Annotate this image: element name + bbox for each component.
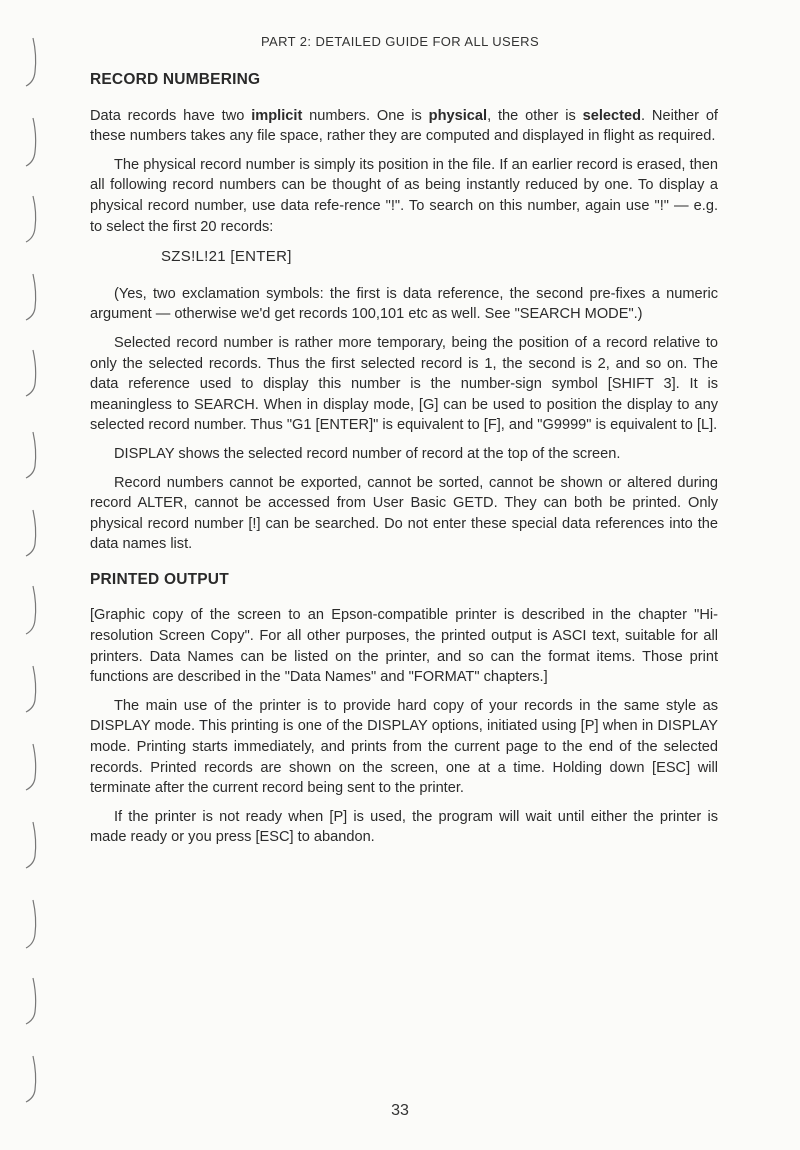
paragraph: The physical record number is simply its position in the file. If an earlier record is erased, then all following record numbers can be thought of as being instantly reduced by one. To display a physical record number, use data refe-rence "!". To search on this number, again use "!" — e.g. to select the first 20 records:	[90, 156, 718, 235]
paragraph: Selected record number is rather more temporary, being the position of a record relative to only the selected records. Thus the first selected record is 1, the second is 2, and so on. The data reference used to display this number is the number-sign symbol [SHIFT 3]. It is meaningless to SEARCH. When in display mode, [G] can be used to position the display to any selected record number. Thus "G1 [ENTER]" is equivalent to [F], and "G9999" is equivalent to [L].	[90, 334, 718, 434]
paragraph: DISPLAY shows the selected record number of record at the top of the screen.	[114, 445, 621, 462]
text-run: Data records have two	[90, 107, 252, 124]
section-heading-record-numbering: RECORD NUMBERING	[90, 71, 261, 88]
paragraph: If the printer is not ready when [P] is used, the program will wait until either the printer is made ready or you press [ESC] to abandon.	[90, 808, 718, 846]
text-run: , the other is	[487, 107, 583, 124]
text-run: numbers. One is	[302, 107, 429, 124]
section-heading-printed-output: PRINTED OUTPUT	[90, 570, 229, 588]
running-header: PART 2: DETAILED GUIDE FOR ALL USERS	[260, 34, 540, 49]
text-run: . Neither of these numbers takes any file space, rather they are computed and displayed in flight as required.	[90, 107, 718, 145]
emphasis-implicit: implicit	[251, 107, 303, 124]
paragraph: The main use of the printer is to provide hard copy of your records in the same style as DISPLAY mode. This printing is one of the DISPLAY options, initiated using [P] when in DISPLAY mode. Printing starts immediately, and prints from the current page to the end of the selected records. Printed records are shown on the screen, one at a time. Holding down [ESC] will terminate after the current record being sent to the printer.	[90, 697, 718, 797]
paragraph: Record numbers cannot be exported, cannot be sorted, cannot be shown or altered during record ALTER, cannot be accessed from User Basic GETD. They can both be printed. Only physical record number [!] can be searched. Do not enter these special data references into the data names list.	[90, 474, 718, 553]
paragraph: [Graphic copy of the screen to an Epson-compatible printer is described in the chapter "Hi-resolution Screen Copy". For all other purposes, the printed output is ASCI text, suitable for all printers. Data Names can be listed on the printer, and so can the format items. Those print functions are described in the "Data Names" and "FORMAT" chapters.]	[90, 607, 718, 686]
emphasis-selected: selected	[582, 107, 642, 124]
binding-holes	[0, 0, 40, 1150]
paragraph: (Yes, two exclamation symbols: the first is data reference, the second pre-fixes a numeric argument — otherwise we'd get records 100,101 etc as well. See "SEARCH MODE".)	[90, 285, 718, 323]
page-content	[90, 70, 718, 856]
paragraph	[90, 106, 718, 147]
emphasis-physical: physical	[428, 107, 488, 124]
page-number: 33	[391, 1102, 409, 1119]
command-example: SZS!L!21 [ENTER]	[161, 248, 292, 266]
